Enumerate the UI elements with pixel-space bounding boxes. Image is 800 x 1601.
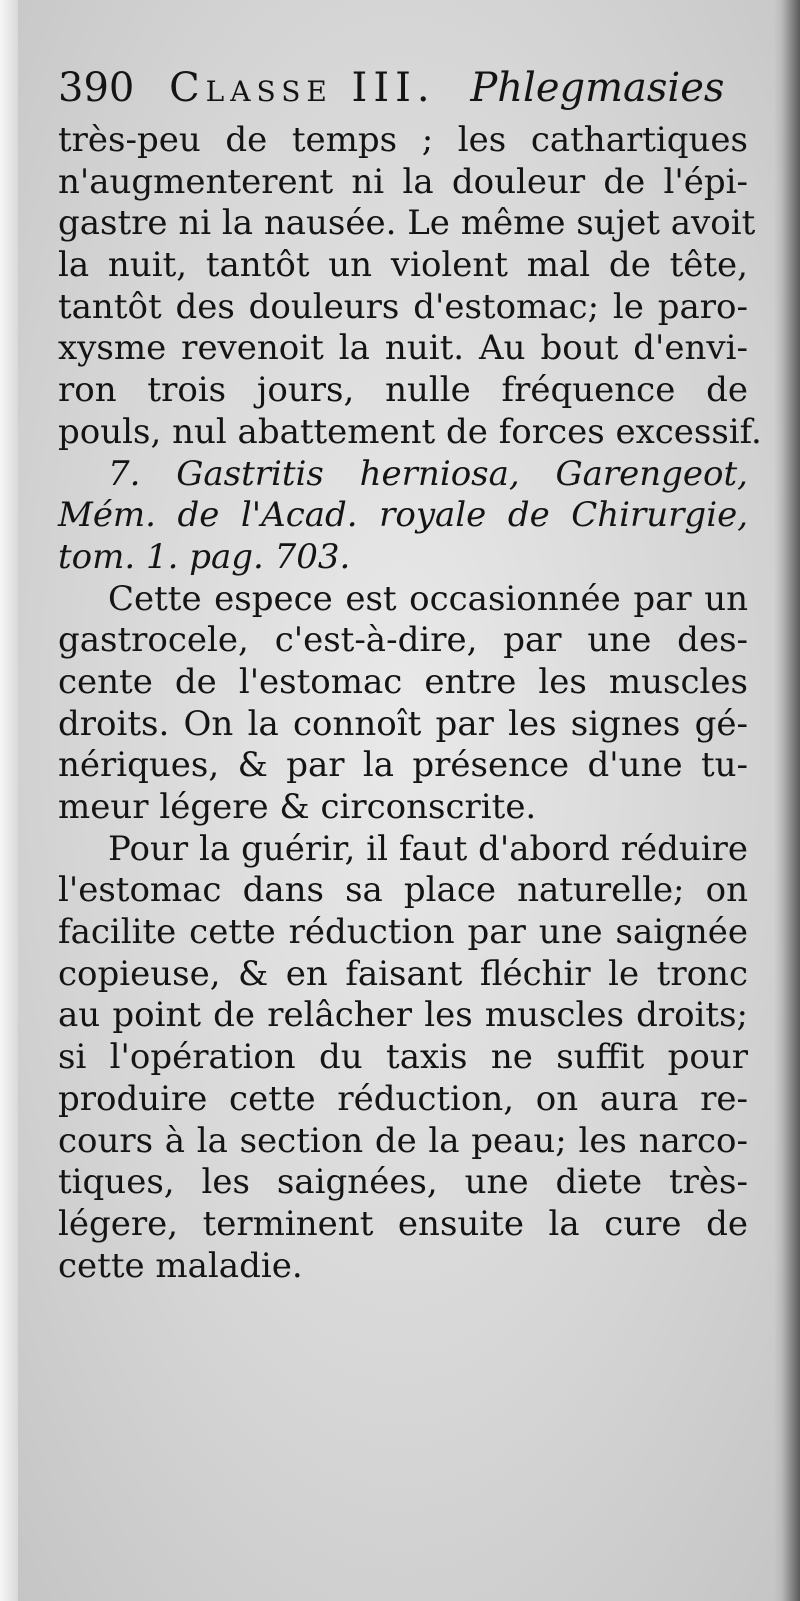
paragraph-p2: [58, 454, 748, 579]
text-line: nériques, & par la présence d'une tu-: [58, 745, 748, 786]
text-line: copieuse, & en faisant fléchir le tronc: [58, 953, 748, 994]
paragraph-p3: [58, 579, 748, 829]
page-number: 390: [58, 65, 135, 111]
text-line: gastre ni la nausée. Le même sujet avoit: [58, 203, 756, 244]
text-line: tantôt des douleurs d'estomac; le paro-: [58, 286, 748, 327]
text-line: si l'opération du taxis ne suffit pour: [58, 1037, 748, 1078]
text-line: cours à la section de la peau; les narco-: [58, 1120, 748, 1161]
text-line: cette maladie.: [58, 1245, 303, 1286]
text-line: Cette espece est occasionnée par un: [108, 578, 748, 619]
page-right-edge-shadow: [774, 0, 800, 1601]
text-line: légere, terminent ensuite la cure de: [58, 1203, 748, 1244]
text-line: tiques, les saignées, une diete très-: [58, 1162, 748, 1203]
paragraph-p1: [58, 120, 762, 454]
text-line: très-peu de temps ; les cathartiques: [58, 120, 748, 160]
running-header: [58, 58, 748, 118]
text-line: 7. Gastritis herniosa, Garengeot,: [108, 453, 748, 494]
text-line: meur légere & circonscrite.: [58, 787, 537, 827]
text-line: tom. 1. pag. 703.: [58, 536, 351, 577]
body-text: [58, 120, 762, 1287]
text-line: au point de relâcher les muscles droits;: [58, 995, 748, 1036]
paragraph-p4: [58, 829, 748, 1288]
text-line: pouls, nul abattement de forces excessif.: [58, 411, 762, 452]
class-label: Classe III.: [169, 65, 436, 111]
text-line: Mém. de l'Acad. royale de Chirurgie,: [58, 495, 748, 536]
text-line: produire cette réduction, on aura re-: [58, 1078, 748, 1119]
page-left-edge: [0, 0, 18, 1601]
text-line: facilite cette réduction par une saignée: [58, 912, 748, 953]
running-title: Phlegmasies: [470, 65, 725, 111]
text-line: gastrocele, c'est-à-dire, par une des-: [58, 620, 748, 661]
text-line: cente de l'estomac entre les muscles: [58, 661, 748, 702]
text-line: xysme revenoit la nuit. Au bout d'envi-: [58, 328, 748, 369]
text-line: droits. On la connoît par les signes gé-: [58, 703, 748, 744]
text-line: ron trois jours, nulle fréquence de: [58, 370, 748, 411]
text-line: n'augmenterent ni la douleur de l'épi-: [58, 161, 748, 202]
text-line: Pour la guérir, il faut d'abord réduire: [108, 828, 748, 869]
text-line: l'estomac dans sa place naturelle; on: [58, 870, 748, 911]
text-line: la nuit, tantôt un violent mal de tête,: [58, 245, 748, 286]
